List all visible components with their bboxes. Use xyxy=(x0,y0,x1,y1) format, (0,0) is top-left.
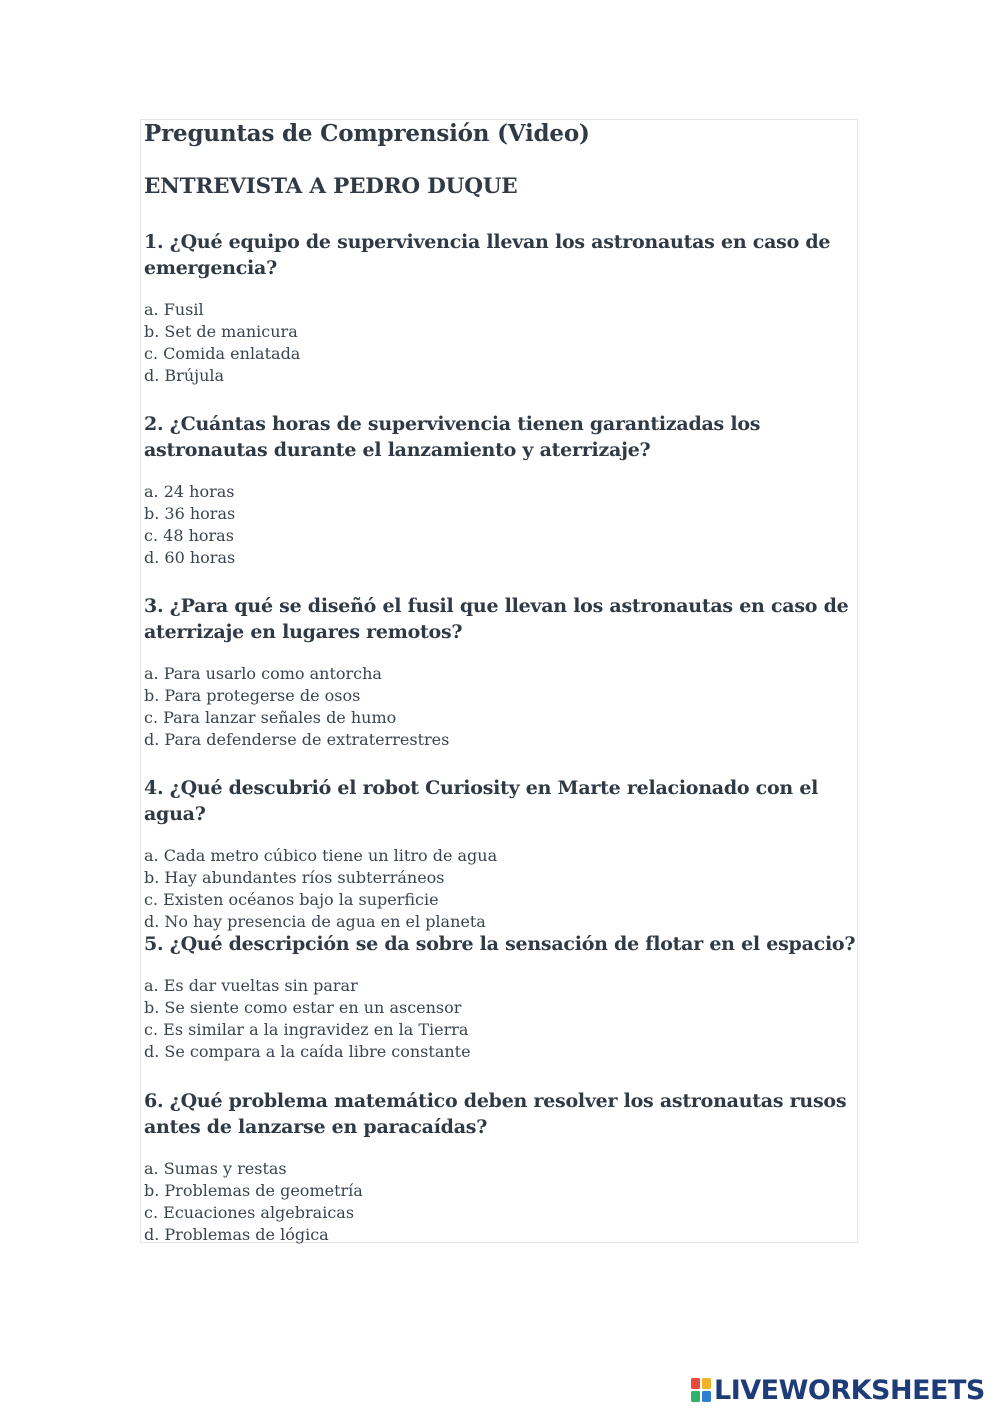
answer-options xyxy=(144,975,860,1063)
liveworksheets-brand[interactable] xyxy=(691,1374,985,1406)
answer-option[interactable]: b. Para protegerse de osos xyxy=(144,686,361,705)
answer-option[interactable]: c. Es similar a la ingravidez en la Tierra xyxy=(144,1020,469,1039)
answer-options xyxy=(144,663,860,751)
question-text: 6. ¿Qué problema matemático deben resolver los astronautas rusos antes de lanzarse en paracaídas? xyxy=(144,1090,847,1138)
answer-options xyxy=(144,299,860,387)
answer-option[interactable]: a. Es dar vueltas sin parar xyxy=(144,976,358,995)
question-6 xyxy=(144,1088,860,1246)
answer-option[interactable]: b. Problemas de geometría xyxy=(144,1181,363,1200)
question-text: 4. ¿Qué descubrió el robot Curiosity en Marte relacionado con el agua? xyxy=(144,777,819,825)
logo-block-green xyxy=(691,1391,700,1402)
answer-options xyxy=(144,845,860,933)
question-text: 1. ¿Qué equipo de supervivencia llevan los astronautas en caso de emergencia? xyxy=(144,231,831,279)
worksheet-page xyxy=(140,119,858,1243)
question-text: 3. ¿Para qué se diseñó el fusil que llevan los astronautas en caso de aterrizaje en lugares remotos? xyxy=(144,595,849,643)
answer-option[interactable]: d. 60 horas xyxy=(144,548,236,567)
answer-option[interactable]: b. Set de manicura xyxy=(144,322,298,341)
answer-option[interactable]: d. Se compara a la caída libre constante xyxy=(144,1042,471,1061)
answer-option[interactable]: d. No hay presencia de agua en el planeta xyxy=(144,912,486,931)
answer-option[interactable]: a. Cada metro cúbico tiene un litro de agua xyxy=(144,846,498,865)
brand-name: LIVEWORKSHEETS xyxy=(714,1374,985,1406)
liveworksheets-logo-icon xyxy=(691,1378,711,1402)
answer-option[interactable]: b. Hay abundantes ríos subterráneos xyxy=(144,868,445,887)
answer-option[interactable]: b. 36 horas xyxy=(144,504,236,523)
answer-option[interactable]: b. Se siente como estar en un ascensor xyxy=(144,998,462,1017)
answer-option[interactable]: c. Para lanzar señales de humo xyxy=(144,708,397,727)
logo-block-red xyxy=(691,1378,700,1389)
answer-option[interactable]: a. Para usarlo como antorcha xyxy=(144,664,382,683)
answer-option[interactable]: c. Ecuaciones algebraicas xyxy=(144,1203,355,1222)
answer-option[interactable]: d. Para defenderse de extraterrestres xyxy=(144,730,450,749)
answer-option[interactable]: d. Problemas de lógica xyxy=(144,1225,329,1244)
answer-option[interactable]: d. Brújula xyxy=(144,366,225,385)
answer-option[interactable]: c. Existen océanos bajo la superficie xyxy=(144,890,439,909)
answer-option[interactable]: a. 24 horas xyxy=(144,482,235,501)
answer-option[interactable]: a. Sumas y restas xyxy=(144,1159,287,1178)
question-1 xyxy=(144,229,860,387)
logo-block-blue xyxy=(702,1391,711,1402)
question-3 xyxy=(144,593,860,751)
question-5 xyxy=(144,931,860,1063)
question-text: 5. ¿Qué descripción se da sobre la sensación de flotar en el espacio? xyxy=(144,933,856,955)
answer-option[interactable]: a. Fusil xyxy=(144,300,204,319)
page-subtitle: ENTREVISTA A PEDRO DUQUE xyxy=(144,174,518,199)
question-2 xyxy=(144,411,860,569)
question-4 xyxy=(144,775,860,933)
answer-option[interactable]: c. 48 horas xyxy=(144,526,234,545)
page-title: Preguntas de Comprensión (Video) xyxy=(144,120,590,147)
logo-block-yellow xyxy=(702,1378,711,1389)
answer-options xyxy=(144,1158,860,1246)
answer-option[interactable]: c. Comida enlatada xyxy=(144,344,301,363)
question-text: 2. ¿Cuántas horas de supervivencia tienen garantizadas los astronautas durante el lanzamiento y aterrizaje? xyxy=(144,413,761,461)
answer-options xyxy=(144,481,860,569)
